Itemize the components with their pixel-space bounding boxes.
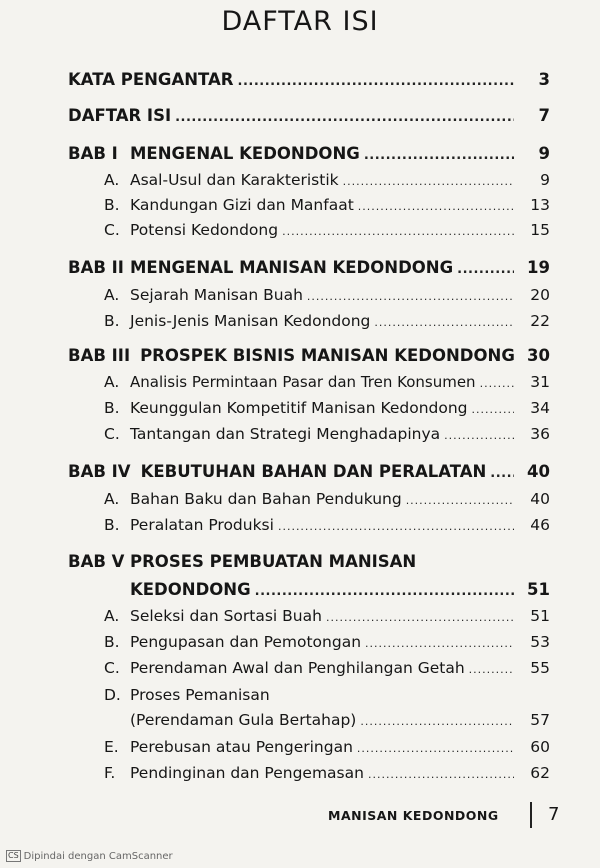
toc-subentry[interactable] <box>104 425 550 443</box>
running-footer-title: MANISAN KEDONDONG <box>328 808 499 823</box>
toc-entry-label: Seleksi dan Sortasi Buah <box>130 607 322 625</box>
leader-dots <box>358 200 514 213</box>
toc-subentry[interactable] <box>104 738 550 756</box>
chapter-number: BAB IV <box>68 462 131 481</box>
toc-page-number: 9 <box>538 144 550 163</box>
chapter-number: BAB II <box>68 258 124 277</box>
leader-dots <box>406 494 514 507</box>
toc-entry-label: Analisis Permintaan Pasar dan Tren Konsumen <box>130 373 476 391</box>
toc-page-number: 57 <box>530 711 550 729</box>
toc-page-number: 40 <box>530 490 550 508</box>
toc-page-number: 13 <box>530 196 550 214</box>
subentry-letter: A. <box>104 286 120 304</box>
toc-entry-label: (Perendaman Gula Bertahap) <box>130 711 357 729</box>
toc-entry-label: KATA PENGANTAR <box>68 70 234 89</box>
leader-dots <box>238 74 514 89</box>
toc-entry-label: Keunggulan Kompetitif Manisan Kedondong <box>130 399 468 417</box>
toc-entry-label: MENGENAL MANISAN KEDONDONG <box>130 258 454 277</box>
toc-chapter-bab-1[interactable] <box>68 144 550 163</box>
subentry-letter: E. <box>104 738 119 756</box>
toc-entry-label: Peralatan Produksi <box>130 516 274 534</box>
toc-subentry[interactable] <box>104 286 550 304</box>
leader-dots <box>374 316 514 329</box>
leader-dots <box>343 175 514 188</box>
toc-subentry[interactable] <box>104 196 550 214</box>
subentry-letter: A. <box>104 607 120 625</box>
toc-chapter-bab-5[interactable] <box>68 552 550 571</box>
subentry-letter: C. <box>104 425 120 443</box>
toc-subentry-continued[interactable] <box>130 711 550 729</box>
toc-page-number: 53 <box>530 633 550 651</box>
leader-dots <box>175 110 514 125</box>
toc-entry-label: Pendinginan dan Pengemasan <box>130 764 364 782</box>
toc-page-number: 22 <box>530 312 550 330</box>
page-title: DAFTAR ISI <box>221 6 379 37</box>
leader-dots <box>307 290 514 303</box>
toc-page-number: 36 <box>530 425 550 443</box>
chapter-number: BAB V <box>68 552 125 571</box>
toc-page-number: 51 <box>530 607 550 625</box>
toc-page-number: 7 <box>538 106 550 125</box>
toc-page-number: 60 <box>530 738 550 756</box>
subentry-letter: B. <box>104 633 120 651</box>
toc-chapter-bab-4[interactable] <box>68 462 550 481</box>
toc-entry-label: KEBUTUHAN BAHAN DAN PERALATAN <box>140 462 487 481</box>
toc-subentry[interactable] <box>104 633 550 651</box>
toc-page-number: 55 <box>530 659 550 677</box>
toc-entry-label: PROSES PEMBUATAN MANISAN <box>130 552 417 571</box>
toc-chapter-bab-3[interactable] <box>68 346 550 365</box>
toc-entry-label: PROSPEK BISNIS MANISAN KEDONDONG <box>140 346 515 365</box>
subentry-letter: B. <box>104 399 120 417</box>
subentry-letter: B. <box>104 516 120 534</box>
toc-page-number: 3 <box>538 70 550 89</box>
toc-entry-label: Pengupasan dan Pemotongan <box>130 633 362 651</box>
scanner-watermark-text: Dipindai dengan CamScanner <box>23 850 173 862</box>
toc-entry-label: Jenis-Jenis Manisan Kedondong <box>130 312 371 330</box>
leader-dots <box>326 611 514 624</box>
subentry-letter: C. <box>104 659 120 677</box>
toc-entry-label: Proses Pemanisan <box>130 686 270 704</box>
toc-entry-label: Asal-Usul dan Karakteristik <box>130 171 339 189</box>
subentry-letter: A. <box>104 373 120 391</box>
toc-subentry[interactable] <box>104 399 550 417</box>
leader-dots <box>472 403 514 416</box>
leader-dots <box>357 742 514 755</box>
leader-dots <box>365 637 514 650</box>
toc-entry-label: Perendaman Awal dan Penghilangan Getah <box>130 659 465 677</box>
toc-subentry[interactable] <box>104 171 550 189</box>
leader-dots <box>360 715 514 728</box>
toc-entry-label: Potensi Kedondong <box>130 221 279 239</box>
leader-dots <box>444 429 514 442</box>
toc-subentry[interactable] <box>104 607 550 625</box>
toc-entry-label: KEDONDONG <box>130 580 251 599</box>
toc-subentry[interactable] <box>104 516 550 534</box>
toc-page-number: 51 <box>527 580 550 599</box>
toc-page-number: 62 <box>530 764 550 782</box>
footer-divider <box>530 802 532 828</box>
toc-page-number: 19 <box>527 258 550 277</box>
subentry-letter: A. <box>104 490 120 508</box>
leader-dots <box>368 768 514 781</box>
leader-dots <box>282 225 514 238</box>
toc-entry-kata-pengantar[interactable] <box>68 70 550 89</box>
toc-page-number: 40 <box>527 462 550 481</box>
toc-subentry[interactable] <box>104 221 550 239</box>
chapter-number: BAB I <box>68 144 118 163</box>
toc-page-number: 34 <box>530 399 550 417</box>
toc-entry-label: Kandungan Gizi dan Manfaat <box>130 196 354 214</box>
leader-dots <box>255 584 514 599</box>
subentry-letter: C. <box>104 221 120 239</box>
chapter-number: BAB III <box>68 346 131 365</box>
toc-entry-label: DAFTAR ISI <box>68 106 172 125</box>
footer-page-number: 7 <box>548 804 560 825</box>
toc-chapter-bab-5-continued[interactable] <box>130 580 550 599</box>
subentry-letter: B. <box>104 312 120 330</box>
leader-dots <box>364 148 514 163</box>
leader-dots <box>480 377 514 390</box>
subentry-letter: A. <box>104 171 120 189</box>
toc-entry-label: MENGENAL KEDONDONG <box>130 144 360 163</box>
leader-dots <box>457 262 514 277</box>
toc-chapter-bab-2[interactable] <box>68 258 550 277</box>
leader-dots <box>490 466 514 481</box>
toc-entry-label: Perebusan atau Pengeringan <box>130 738 353 756</box>
toc-entry-daftar-isi[interactable] <box>68 106 550 125</box>
toc-subentry[interactable] <box>104 312 550 330</box>
toc-entry-label: Bahan Baku dan Bahan Pendukung <box>130 490 402 508</box>
leader-dots <box>469 663 514 676</box>
subentry-letter: B. <box>104 196 120 214</box>
toc-subentry[interactable] <box>104 764 550 782</box>
toc-subentry[interactable] <box>104 659 550 677</box>
subentry-letter: F. <box>104 764 116 782</box>
toc-page-number: 15 <box>530 221 550 239</box>
toc-subentry[interactable] <box>104 373 550 391</box>
camscanner-logo-icon: CS <box>8 851 19 860</box>
toc-subentry[interactable] <box>104 686 550 704</box>
toc-entry-label: Tantangan dan Strategi Menghadapinya <box>130 425 441 443</box>
toc-page-number: 31 <box>530 373 550 391</box>
leader-dots <box>278 520 514 533</box>
subentry-letter: D. <box>104 686 121 704</box>
toc-entry-label: Sejarah Manisan Buah <box>130 286 303 304</box>
toc-page-number: 9 <box>540 171 550 189</box>
toc-page-number: 46 <box>530 516 550 534</box>
toc-page-number: 30 <box>527 346 550 365</box>
scanner-watermark <box>6 850 173 862</box>
toc-subentry[interactable] <box>104 490 550 508</box>
toc-page-number: 20 <box>530 286 550 304</box>
